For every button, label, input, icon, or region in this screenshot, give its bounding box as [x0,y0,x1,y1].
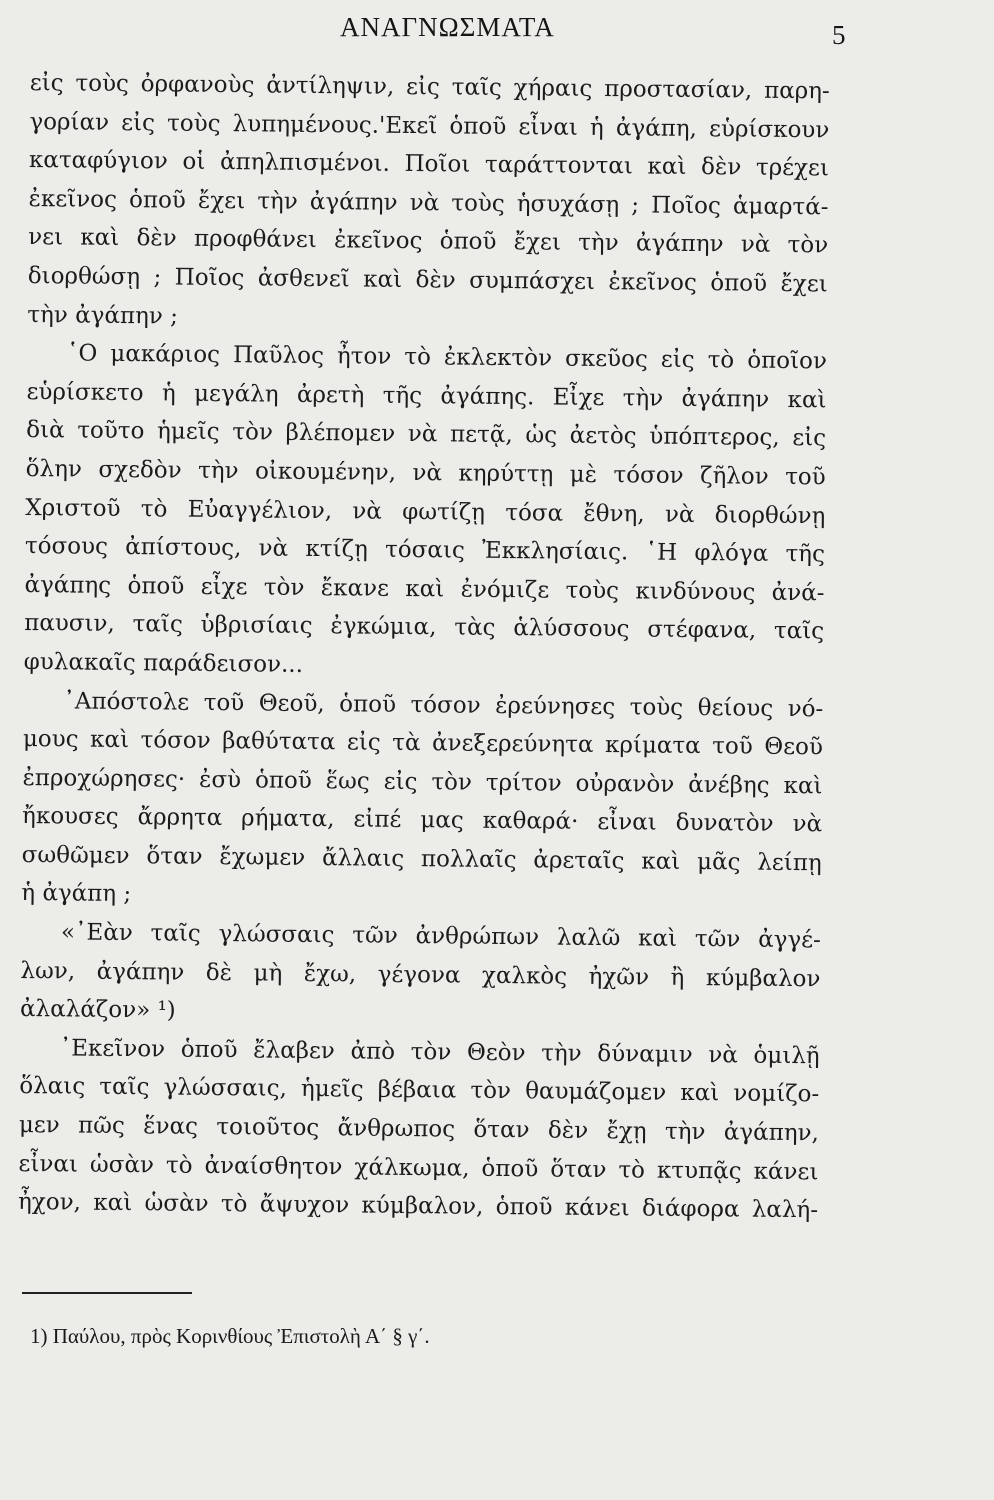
text-line: καταφύγιον οἱ ἀπηλπισμένοι. Ποῖοι ταράττονται καὶ δὲν τρέχει [28,147,830,182]
text-line: ἀλαλάζον» ¹) [19,996,176,1024]
running-head: ΑΝΑΓΝΩΣΜΑΤΑ [340,12,555,42]
text-line: «᾿Εὰν ταῖς γλώσσαις τῶν ἀνθρώπων λαλῶ καὶ τῶν ἀγγέ- [60,919,822,954]
body-text [18,64,830,1230]
text-line: Χριστοῦ τὸ Εὐαγγέλιον, νὰ φωτίζῃ τόσα ἔθνη, νὰ διορθώνῃ [25,494,826,529]
text-line: εἶναι ὡσὰν τὸ ἀναίσθητον χάλκωμα, ὁποῦ ὅταν τὸ κτυπᾷς κάνει [18,1150,819,1185]
text-line: φυλακαῖς παράδεισον... [23,648,304,678]
text-line: ἡ ἀγάπη ; [21,880,132,908]
page-number: 5 [832,20,846,50]
text-line: εἰς τοὺς ὀρφανοὺς ἀντίληψιν, εἰς ταῖς χήραις προστασίαν, παρη- [29,69,830,105]
text-line: ᾿Απόστολε τοῦ Θεοῦ, ὁποῦ τόσον ἐρεύνησες τοὺς θείους νό- [63,687,824,722]
text-line: ὅλην σχεδὸν τὴν οἰκουμένην, νὰ κηρύττῃ μὲ τόσον ζῆλον τοῦ [25,455,826,491]
text-line: γορίαν εἰς τοὺς λυπημένους.'Εκεῖ ὁποῦ εἶναι ἡ ἀγάπη, εὑρίσκουν [29,108,830,143]
text-line: ἀγάπης ὁποῦ εἶχε τὸν ἔκανε καὶ ἐνόμιζε τοὺς κινδύνους ἀνά- [24,571,825,607]
text-line: ῾Ο μακάριος Παῦλος ἦτον τὸ ἐκλεκτὸν σκεῦος εἰς τὸ ὁποῖον [66,340,828,375]
text-line: ὅλαις ταῖς γλώσσαις, ἡμεῖς βέβαια τὸν θαυμάζομεν καὶ νομίζο- [19,1073,820,1108]
text-line: διὰ τοῦτο ἡμεῖς τὸν βλέπομεν νὰ πετᾷ, ὡς ἀετὸς ὑπόπτερος, εἰς [26,417,827,452]
text-line: ἐκεῖνος ὁποῦ ἔχει τὴν ἀγάπην νὰ τοὺς ἡσυχάσῃ ; Ποῖος ἁμαρτά- [28,185,829,221]
text-line: ἐπροχώρησες· ἐσὺ ὁποῦ ἕως εἰς τὸν τρίτον οὐρανὸν ἀνέβης καὶ [22,764,823,800]
text-line: μεν πῶς ἕνας τοιοῦτος ἄνθρωπος ὅταν δὲν ἔχῃ τὴν ἀγάπην, [18,1111,819,1147]
text-line: λων, ἀγάπην δὲ μὴ ἔχω, γέγονα χαλκὸς ἠχῶν ἢ κύμβαλον [20,957,821,992]
text-line: σωθῶμεν ὅταν ἔχωμεν ἄλλαις πολλαῖς ἀρεταῖς καὶ μᾶς λείπῃ [21,841,822,877]
page-header [0,8,994,48]
text-line: τόσους ἀπίστους, νὰ κτίζῃ τόσαις Ἐκκλησίαις. ῾Η φλόγα τῆς [24,533,826,568]
text-line: νει καὶ δὲν προφθάνει ἐκεῖνος ὁποῦ ἔχει τὴν ἀγάπην νὰ τὸν [28,224,829,259]
text-line: μους καὶ τόσον βαθύτατα εἰς τὰ ἀνεξερεύνητα κρίματα τοῦ Θεοῦ [22,726,824,761]
text-line: παυσιν, ταῖς ὑβρισίαις ἐγκώμια, τὰς ἁλύσσους στέφανα, ταῖς [24,610,825,645]
footnote-divider [22,1292,192,1294]
text-line: ᾿Εκεῖνον ὁποῦ ἔλαβεν ἀπὸ τὸν Θεὸν τὴν δύναμιν νὰ ὁμιλῇ [59,1035,820,1070]
text-line: ἤκουσες ἄρρητα ρήματα, εἰπέ μας καθαρά· εἶναι δυνατὸν νὰ [21,803,823,838]
text-line: ἦχον, καὶ ὡσὰν τὸ ἄψυχον κύμβαλον, ὁποῦ κάνει διάφορα λαλή- [17,1189,819,1224]
footnote: 1) Παύλου, πρὸς Κορινθίους Ἐπιστολὴ Α΄ § γ΄. [30,1324,430,1348]
text-line: τὴν ἀγάπην ; [27,301,179,330]
text-line: διορθώσῃ ; Ποῖος ἀσθενεῖ καὶ δὲν συμπάσχει ἐκεῖνος ὁποῦ ἔχει [27,262,828,298]
text-line: εὑρίσκετο ἡ μεγάλη ἀρετὴ τῆς ἀγάπης. Εἶχε τὴν ἀγάπην καὶ [26,378,827,414]
